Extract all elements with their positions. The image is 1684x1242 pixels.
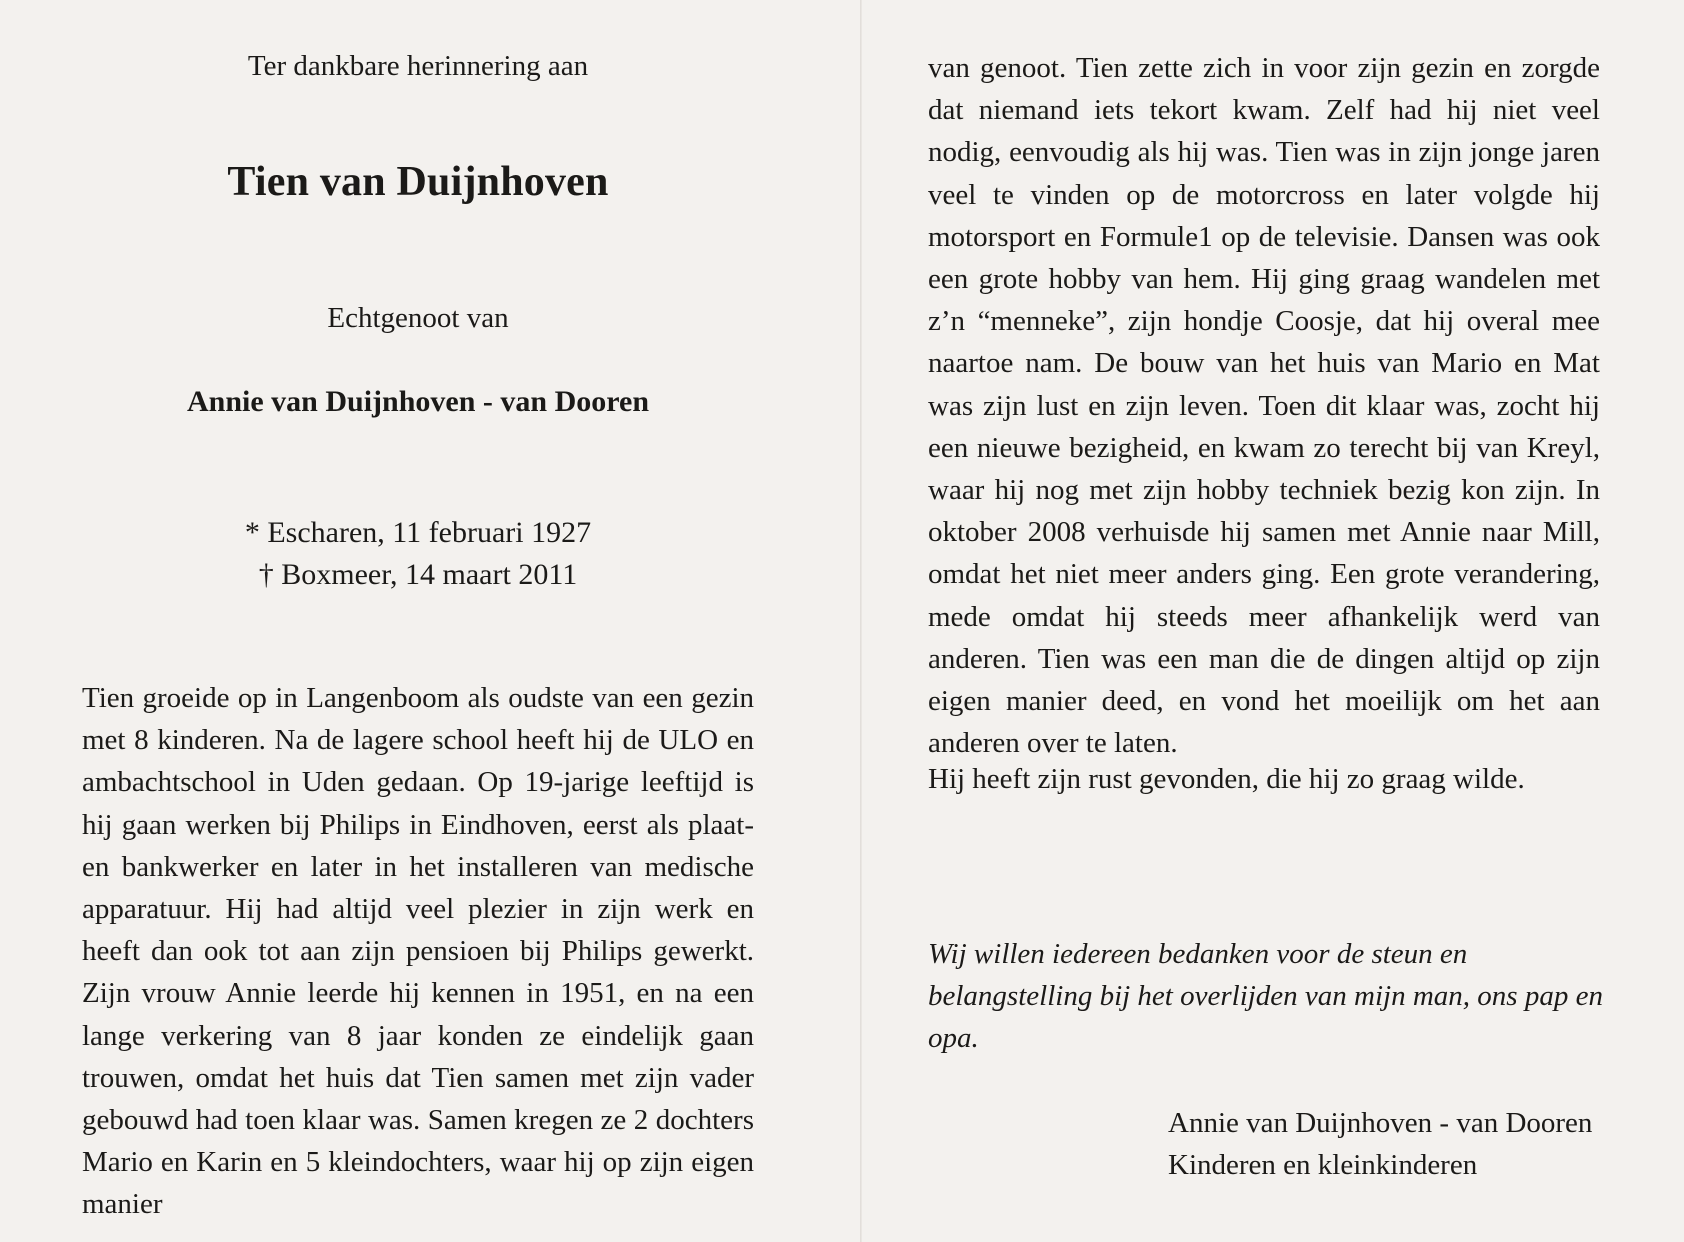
biography-right: van genoot. Tien zette zich in voor zijn gezin en zorgde dat niemand iets tekort kwam. Zelf had hij niet veel nodig, eenvoudig als hij was. Tien was in zijn jonge jaren veel te vinden op de motorcross en later volgde hij motorsport en Formule1 op de televisie. Dansen was ook een grote hobby van hem. Hij ging graag wandelen met z’n “menneke”, zijn hondje Coosje, dat hij overal mee naartoe nam. De bouw van het huis van Mario en Mat was zijn lust en zijn leven. Toen dit klaar was, zocht hij een nieuwe bezigheid, en kwam zo terecht bij van Kreyl, waar hij nog met zijn hobby techniek bezig kon zijn. In oktober 2008 verhuisde hij samen met Annie naar Mill, omdat het niet meer anders ging. Een grote verandering, mede omdat hij steeds meer afhankelijk werd van anderen. Tien was een man die de dingen altijd op zijn eigen manier deed, en vond het moeilijk om het aan anderen over te laten. [928, 52, 1600, 760]
death-line: † Boxmeer, 14 maart 2011 [258, 558, 578, 591]
intro-text: Ter dankbare herinnering aan [247, 50, 589, 82]
deceased-name: Tien van Duijnhoven [227, 159, 609, 205]
closing-line: Hij heeft zijn rust gevonden, die hij zo graag wilde. [928, 763, 1525, 795]
signature-line-1: Annie van Duijnhoven - van Dooren [1168, 1107, 1593, 1139]
signature-block [1168, 1102, 1592, 1186]
right-page [862, 0, 1684, 1242]
life-dates [0, 512, 836, 596]
birth-line: * Escharen, 11 februari 1927 [244, 516, 592, 549]
signature-line-2: Kinderen en kleinkinderen [1168, 1149, 1478, 1181]
spouse-name: Annie van Duijnhoven - van Dooren [186, 385, 650, 418]
thanks-note: Wij willen iedereen bedanken voor de steun en belangstelling bij het overlijden van mijn man, ons pap en opa. [928, 938, 1603, 1054]
spouse-intro: Echtgenoot van [327, 302, 509, 334]
biography-left: Tien groeide op in Langenboom als oudste van een gezin met 8 kinderen. Na de lagere school heeft hij de ULO en ambachtschool in Uden gedaan. Op 19-jarige leeftijd is hij gaan werken bij Philips in Eindhoven, eerst als plaat- en bankwerker en later in het installeren van medische apparatuur. Hij had altijd veel plezier in zijn werk en heeft dan ook tot aan zijn pensioen bij Philips gewerkt. Zijn vrouw Annie leerde hij kennen in 1951, en na een lange verkering van 8 jaar konden ze eindelijk gaan trouwen, omdat het huis dat Tien samen met zijn vader gebouwd had toen klaar was. Samen kregen ze 2 dochters Mario en Karin en 5 kleindochters, waar hij op zijn eigen manier [82, 682, 754, 1221]
